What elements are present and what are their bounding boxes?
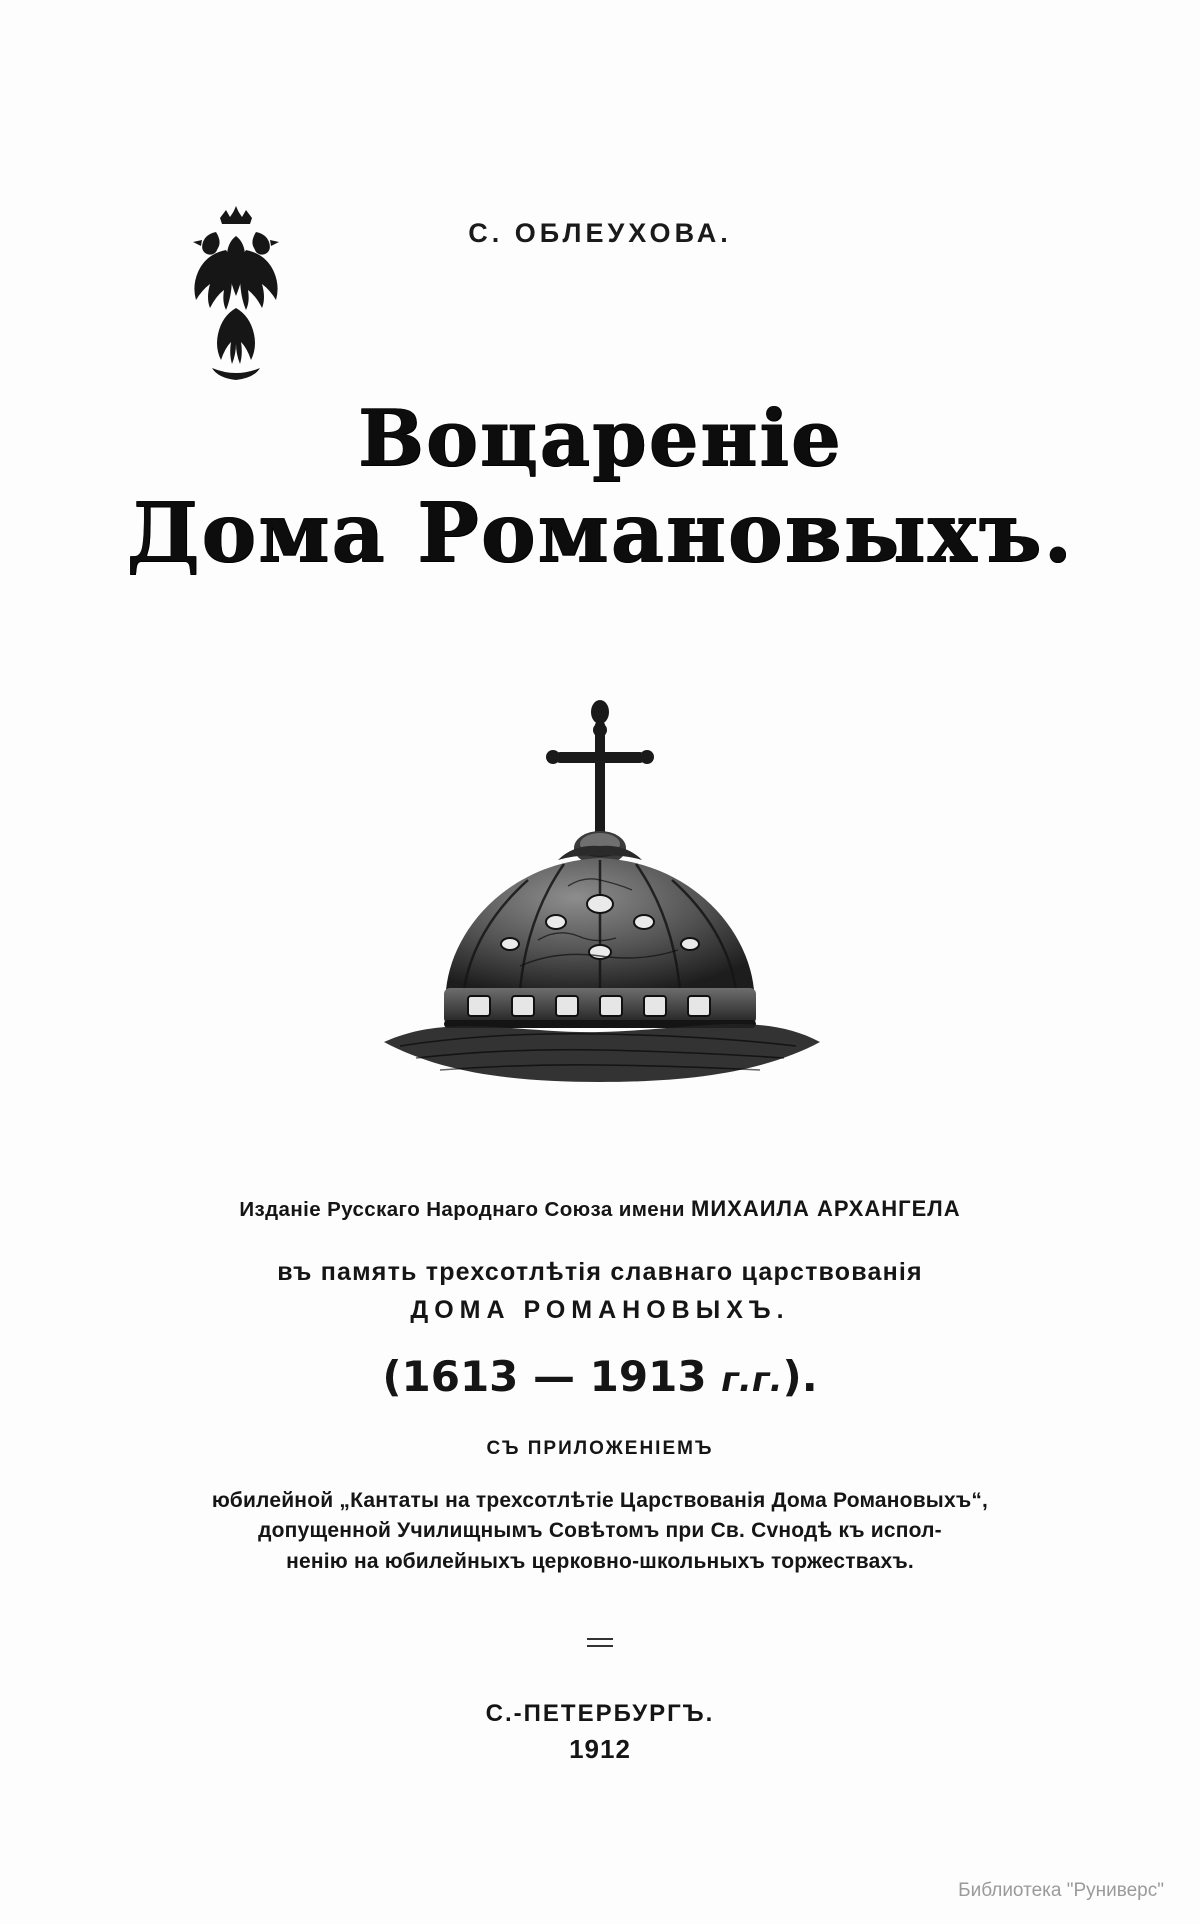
appendix-line-3: ненію на юбилейныхъ церковно-школьныхъ торжествахъ. — [286, 1549, 914, 1573]
double-headed-eagle-icon — [176, 200, 296, 390]
publisher-society: МИХАИЛА АРХАНГЕЛА — [691, 1196, 961, 1221]
imperial-crown-icon — [360, 690, 840, 1090]
dedication-line-1: въ память трехсотлѣтія славнаго царствованія — [277, 1258, 923, 1286]
page-title — [0, 393, 1200, 581]
imprint-year: 1912 — [569, 1734, 631, 1764]
years-close: ). — [782, 1352, 818, 1401]
library-watermark: Библиотека "Руниверс" — [958, 1880, 1164, 1901]
title-line-2: Дома Романовыхъ. — [126, 485, 1074, 581]
years-abbrev: г.г. — [721, 1360, 783, 1400]
publisher-line — [0, 1196, 1200, 1222]
appendix-text — [150, 1486, 1050, 1577]
title-line-1: Воцареніе — [357, 393, 843, 484]
anniversary-years — [0, 1352, 1200, 1401]
appendix-line-1: юбилейной „Кантаты на трехсотлѣтіе Царствованія Дома Романовыхъ“, — [211, 1489, 989, 1512]
dedication-line-2: ДОМА РОМАНОВЫХЪ. — [410, 1296, 790, 1324]
publisher-prefix: Изданіе Русскаго Народнаго Союза имени — [239, 1198, 691, 1221]
appendix-line-2: допущенной Училищнымъ Совѣтомъ при Св. Сvнодѣ къ испол- — [258, 1519, 942, 1543]
years-open: (1613 — 1913 — [382, 1352, 722, 1401]
ornament-divider-icon — [587, 1638, 613, 1647]
appendix-heading: СЪ ПРИЛОЖЕНІЕМЪ — [486, 1438, 714, 1459]
imprint-city: С.-ПЕТЕРБУРГЪ. — [485, 1700, 715, 1727]
author-name: С. ОБЛЕУХОВА. — [468, 218, 732, 248]
